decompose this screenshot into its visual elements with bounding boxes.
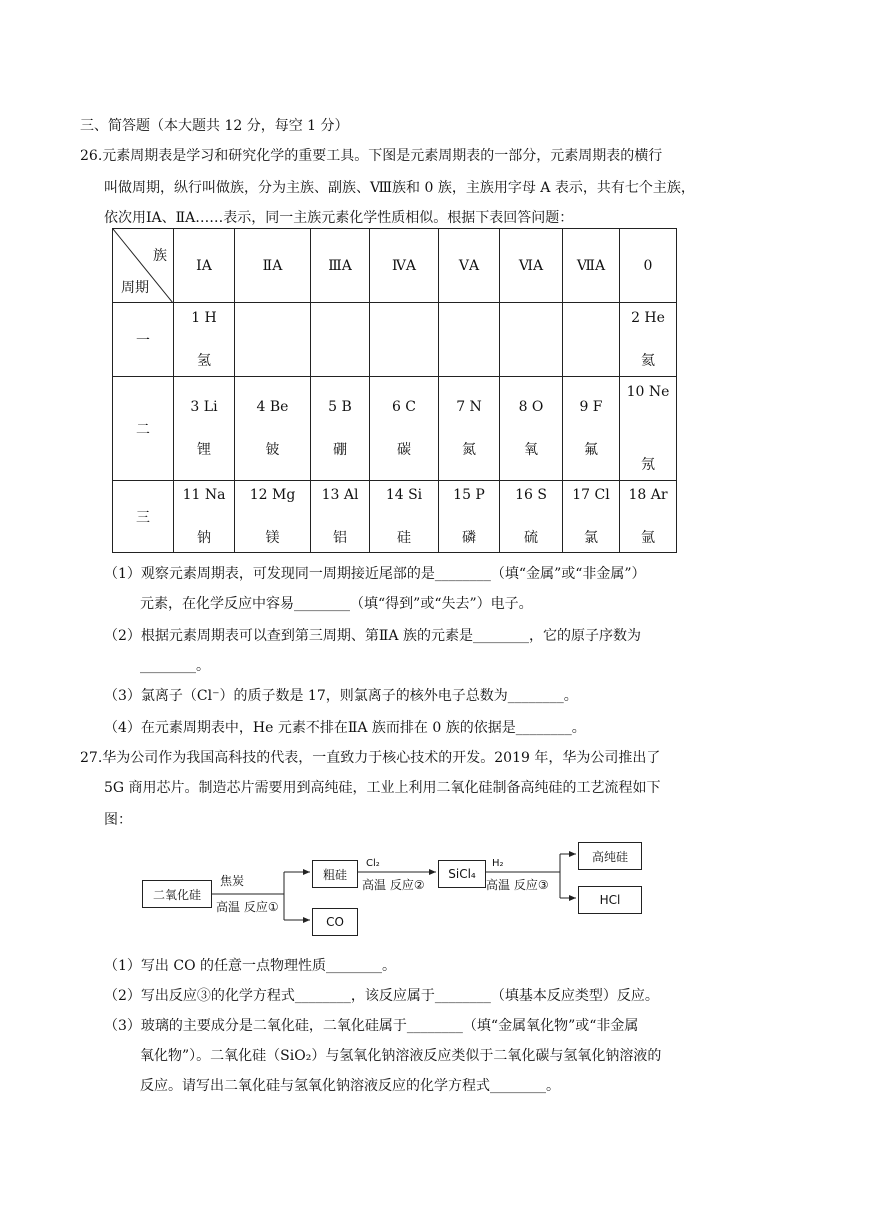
q26-line: 叫做周期，纵行叫做族，分为主族、副族、Ⅷ族和 0 族，主族用字母 A 表示，共有七个主族， xyxy=(104,180,695,196)
element-name: 氯 xyxy=(584,529,598,546)
element-name: 硼 xyxy=(333,441,347,458)
empty-cell xyxy=(235,303,311,377)
section-title: 三、简答题（本大题共 12 分，每空 1 分） xyxy=(80,118,349,134)
q26-sub-line: 元素，在化学反应中容易________（填“得到”或“失去”）电子。 xyxy=(140,596,533,612)
element-name: 氟 xyxy=(584,441,598,458)
element-name: 氢 xyxy=(197,352,211,369)
q26-sub-line: （1）观察元素周期表，可发现同一周期接近尾部的是________（填“金属”或“非金属”） xyxy=(104,566,646,582)
empty-cell xyxy=(370,303,439,377)
reaction2-label: 高温 反应② xyxy=(362,878,425,892)
element-name: 钠 xyxy=(197,529,211,546)
box-hcl: HCl xyxy=(578,886,642,914)
group-header: ⅢA xyxy=(311,229,370,303)
element-name: 硫 xyxy=(524,529,538,546)
element-cell xyxy=(563,377,620,481)
group-header: ⅠA xyxy=(174,229,235,303)
element-symbol: 4 Be xyxy=(256,398,289,415)
element-name: 磷 xyxy=(462,529,476,546)
element-name: 氧 xyxy=(524,441,538,458)
element-cell xyxy=(439,481,500,553)
element-symbol: 15 P xyxy=(453,486,485,503)
element-name: 氦 xyxy=(641,352,655,369)
q27-sub-line: （1）写出 CO 的任意一点物理性质________。 xyxy=(104,958,396,974)
element-symbol: 14 Si xyxy=(385,486,423,503)
group-header: ⅦA xyxy=(563,229,620,303)
empty-cell xyxy=(439,303,500,377)
q27-line: 5G 商用芯片。制造芯片需要用到高纯硅，工业上利用二氧化硅制备高纯硅的工艺流程如下 xyxy=(104,780,661,796)
period-label: 一 xyxy=(113,303,174,377)
element-name: 锂 xyxy=(197,441,211,458)
element-name: 硅 xyxy=(397,529,411,546)
period-label: 二 xyxy=(113,377,174,481)
element-symbol: 3 Li xyxy=(190,398,218,415)
element-name: 氩 xyxy=(641,529,655,546)
q27-sub-line: 反应。请写出二氧化硅与氢氧化钠溶液反应的化学方程式________。 xyxy=(140,1078,560,1094)
element-symbol: 8 O xyxy=(518,398,544,415)
element-symbol: 11 Na xyxy=(182,486,226,503)
group-header: ⅥA xyxy=(500,229,563,303)
element-symbol: 16 S xyxy=(515,486,547,503)
element-name: 碳 xyxy=(397,441,411,458)
q27-line: 27.华为公司作为我国高科技的代表，一直致力于核心技术的开发。2019 年，华为公司推出了 xyxy=(80,750,661,766)
empty-cell xyxy=(311,303,370,377)
box-silicon-dioxide: 二氧化硅 xyxy=(142,880,212,908)
period-label: 三 xyxy=(113,481,174,553)
element-cell xyxy=(235,481,311,553)
element-symbol: 18 Ar xyxy=(628,486,668,503)
element-symbol: 7 N xyxy=(456,398,482,415)
element-cell xyxy=(174,377,235,481)
element-name: 镁 xyxy=(265,529,280,546)
group-header: 0 xyxy=(620,229,677,303)
element-symbol: 5 B xyxy=(328,398,352,415)
element-cell xyxy=(620,481,677,553)
box-pure-silicon: 高纯硅 xyxy=(578,842,642,870)
element-cell xyxy=(563,481,620,553)
element-cell xyxy=(235,377,311,481)
element-cell xyxy=(500,481,563,553)
box-co: CO xyxy=(312,908,358,936)
element-cell xyxy=(370,377,439,481)
reagent-cl2: Cl₂ xyxy=(366,858,380,869)
reaction1-label: 高温 反应① xyxy=(216,900,279,914)
element-cell xyxy=(174,303,235,377)
process-flow-diagram xyxy=(140,840,660,940)
q26-sub-line: （3）氯离子（Cl⁻）的质子数是 17，则氯离子的核外电子总数为________。 xyxy=(104,688,578,704)
table-corner xyxy=(113,229,174,303)
element-cell xyxy=(311,377,370,481)
element-name: 氮 xyxy=(462,441,476,458)
element-symbol: 9 F xyxy=(579,398,603,415)
group-header: ⅡA xyxy=(235,229,311,303)
element-symbol: 2 He xyxy=(631,309,665,326)
q27-line: 图： xyxy=(104,812,132,828)
element-cell xyxy=(174,481,235,553)
q27-sub-line: 氧化物”）。二氧化硅（SiO₂）与氢氧化钠溶液反应类似于二氧化碳与氢氧化钠溶液的 xyxy=(140,1048,662,1064)
element-cell xyxy=(620,303,677,377)
empty-cell xyxy=(500,303,563,377)
box-sicl4: SiCl₄ xyxy=(438,860,486,888)
empty-cell xyxy=(563,303,620,377)
element-cell xyxy=(500,377,563,481)
element-symbol: 10 Ne xyxy=(626,383,670,400)
q26-line: 依次用ⅠA、ⅡA……表示，同一主族元素化学性质相似。根据下表回答问题： xyxy=(104,210,574,226)
reagent-coke: 焦炭 xyxy=(220,874,245,888)
corner-group-label: 族 xyxy=(153,248,167,264)
q26-sub-line: ________。 xyxy=(140,658,210,674)
periodic-table xyxy=(112,228,677,553)
element-cell xyxy=(311,481,370,553)
q26-sub-line: （4）在元素周期表中，He 元素不排在ⅡA 族而排在 0 族的依据是________。 xyxy=(104,720,586,736)
element-name: 铝 xyxy=(333,529,347,546)
q27-sub-line: （2）写出反应③的化学方程式________，该反应属于________（填基本反应类型）反应。 xyxy=(104,988,659,1004)
group-header: ⅣA xyxy=(370,229,439,303)
element-symbol: 12 Mg xyxy=(249,486,296,503)
element-cell xyxy=(370,481,439,553)
element-name: 氖 xyxy=(641,456,655,473)
element-symbol: 1 H xyxy=(191,309,217,326)
element-symbol: 17 Cl xyxy=(572,486,610,503)
q26-sub-line: （2）根据元素周期表可以查到第三周期、第ⅡA 族的元素是________，它的原子序数为 xyxy=(104,628,641,644)
reagent-h2: H₂ xyxy=(492,858,504,869)
element-name: 铍 xyxy=(265,441,280,458)
q27-sub-line: （3）玻璃的主要成分是二氧化硅，二氧化硅属于________（填“金属氧化物”或“非金属 xyxy=(104,1018,639,1034)
q26-line: 26.元素周期表是学习和研究化学的重要工具。下图是元素周期表的一部分，元素周期表的横行 xyxy=(80,148,663,164)
box-crude-silicon: 粗硅 xyxy=(312,860,358,888)
reaction3-label: 高温 反应③ xyxy=(486,878,549,892)
group-header: ⅤA xyxy=(439,229,500,303)
corner-period-label: 周期 xyxy=(121,280,149,296)
element-symbol: 6 C xyxy=(391,398,417,415)
element-cell xyxy=(620,377,677,481)
element-symbol: 13 Al xyxy=(321,486,359,503)
element-cell xyxy=(439,377,500,481)
